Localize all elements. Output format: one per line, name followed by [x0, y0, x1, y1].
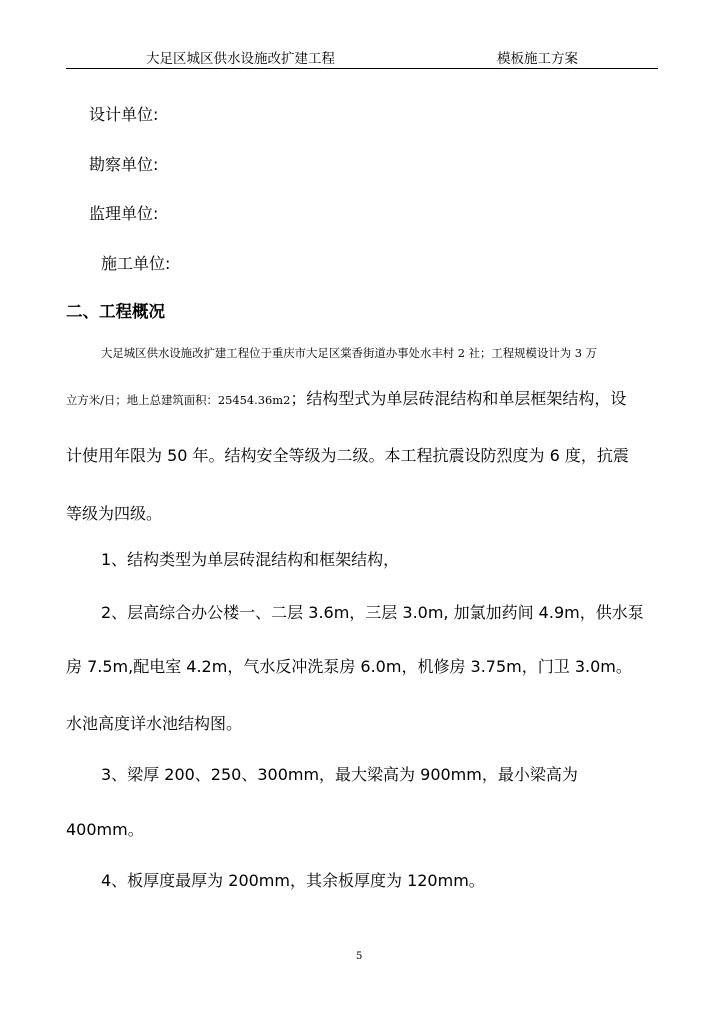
overview-line-2-rest: ；结构型式为单层砖混结构和单层框架结构，设 [290, 389, 627, 408]
item-3-line-2: 400mm。 [66, 820, 144, 839]
overview-line-4: 等级为四级。 [66, 504, 163, 523]
section-heading: 二、工程概况 [66, 302, 165, 321]
design-unit-label: 设计单位: [89, 105, 159, 124]
header-project-name: 大足区城区供水设施改扩建工程 [146, 51, 335, 67]
header-document-title: 模板施工方案 [497, 51, 578, 67]
survey-unit-label: 勘察单位: [89, 155, 159, 174]
overview-line-2 [66, 388, 666, 411]
supervision-unit-label: 监理单位: [89, 204, 159, 223]
page-number: 5 [356, 951, 363, 962]
overview-line-2-serif: 立方米/日；地上总建筑面积：25454.36m2 [66, 393, 291, 407]
overview-line-1: 大足城区供水设施改扩建工程位于重庆市大足区棠香街道办事处水丰村 2 社；工程规模设计为 3 万 [101, 346, 597, 360]
item-2-line-1: 2、层高综合办公楼一、二层 3.6m，三层 3.0m, 加氯加药间 4.9m，供水泵 [101, 603, 644, 622]
item-4: 4、板厚度最厚为 200mm，其余板厚度为 120mm。 [101, 871, 485, 890]
construction-unit-label: 施工单位: [101, 254, 171, 273]
header-rule [66, 68, 658, 69]
item-3-line-1: 3、梁厚 200、250、300mm，最大梁高为 900mm，最小梁高为 [101, 765, 578, 784]
item-2-line-2: 房 7.5m,配电室 4.2m，气水反冲洗泵房 6.0m，机修房 3.75m，门卫 3.0m。 [66, 657, 632, 676]
item-2-line-3: 水池高度详水池结构图。 [66, 714, 243, 733]
item-1: 1、结构类型为单层砖混结构和框架结构， [101, 550, 400, 569]
overview-line-3: 计使用年限为 50 年。结构安全等级为二级。本工程抗震设防烈度为 6 度，抗震 [66, 446, 629, 465]
